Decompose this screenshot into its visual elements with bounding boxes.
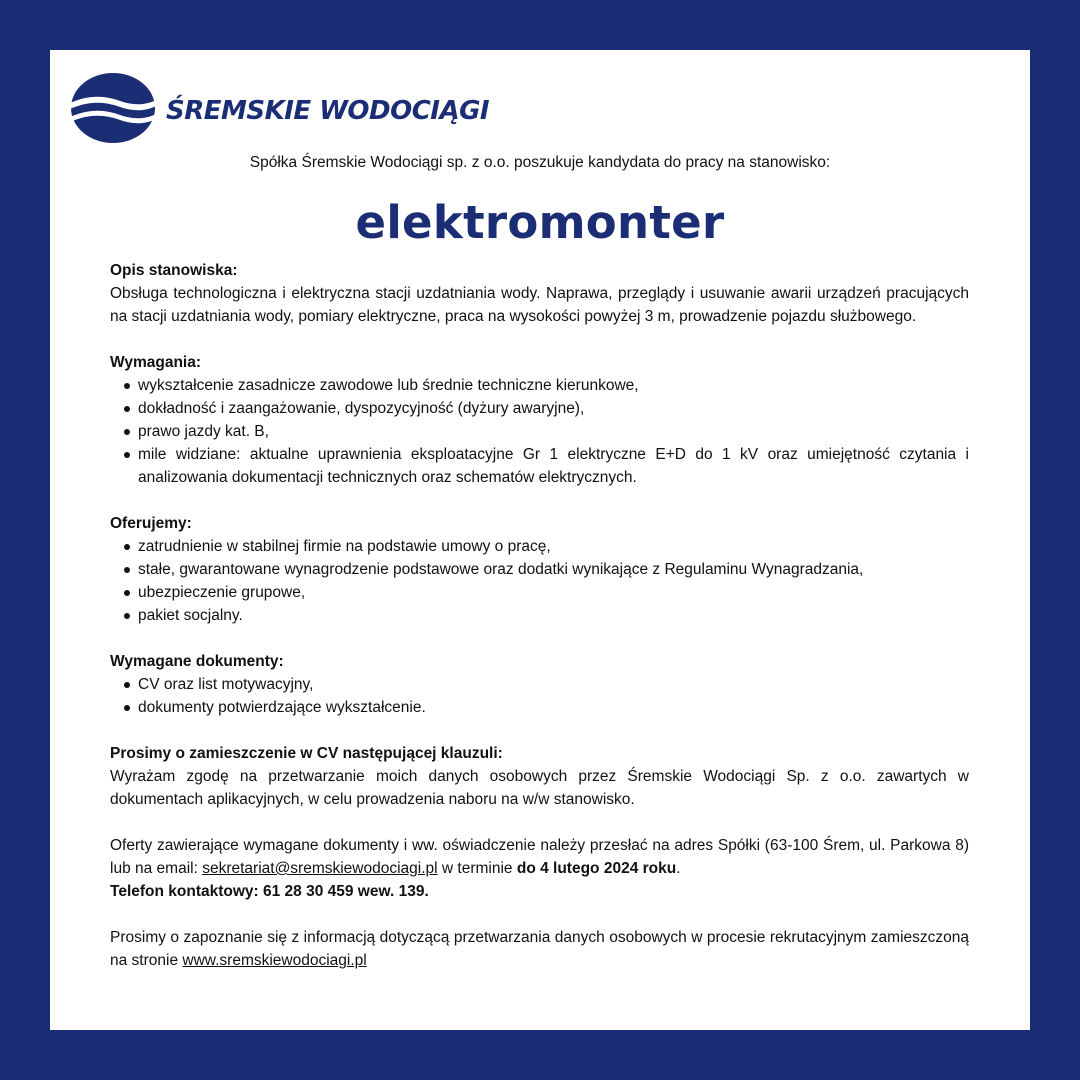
company-name: ŚREMSKIE WODOCIĄGI bbox=[166, 96, 490, 126]
privacy-text bbox=[110, 926, 969, 972]
submission-text bbox=[110, 834, 969, 880]
list-item: dokumenty potwierdzające wykształcenie. bbox=[138, 696, 969, 719]
requirements-heading: Wymagania: bbox=[110, 354, 202, 371]
list-item: mile widziane: aktualne uprawnienia eksploatacyjne Gr 1 elektryczne E+D do 1 kV oraz umiejętność czytania i analizowania dokumentacji technicznych oraz schematów elektrycznych. bbox=[138, 443, 969, 489]
list-item: dokładność i zaangażowanie, dyspozycyjność (dyżury awaryjne), bbox=[138, 397, 969, 420]
list-item: CV oraz list motywacyjny, bbox=[138, 673, 969, 696]
requirements-list bbox=[110, 374, 969, 489]
clause-text: Wyrażam zgodę na przetwarzanie moich danych osobowych przez Śremskie Wodociągi Sp. z o.o. zawartych w dokumentach aplikacyjnych, w celu prowadzenia naboru na w/w stanowisko. bbox=[110, 768, 969, 808]
offer-heading: Oferujemy: bbox=[110, 515, 192, 532]
job-title: elektromonter bbox=[355, 196, 725, 249]
description-text: Obsługa technologiczna i elektryczna stacji uzdatniania wody. Naprawa, przeglądy i usuwanie awarii urządzeń pracujących na stacji uzdatniania wody, pomiary elektryczne, praca na wysokości powyżej 3 m, prowadzenie pojazdu służbowego. bbox=[110, 285, 969, 325]
documents-list bbox=[110, 673, 969, 719]
water-waves-logo-icon bbox=[70, 72, 156, 144]
clause-heading: Prosimy o zamieszczenie w CV następującej klauzuli: bbox=[110, 745, 503, 762]
list-item: pakiet socjalny. bbox=[138, 604, 969, 627]
offer-list bbox=[110, 535, 969, 627]
privacy-text-body: Prosimy o zapoznanie się z informacją dotyczącą przetwarzania danych osobowych w procesie rekrutacyjnym zamieszczoną na stronie bbox=[110, 929, 969, 969]
list-item: stałe, gwarantowane wynagrodzenie podstawowe oraz dodatki wynikające z Regulaminu Wynagradzania, bbox=[138, 558, 969, 581]
description-heading: Opis stanowiska: bbox=[110, 262, 238, 279]
intro-text: Spółka Śremskie Wodociągi sp. z o.o. poszukuje kandydata do pracy na stanowisko: bbox=[249, 154, 831, 171]
email-link[interactable]: sekretariat@sremskiewodociagi.pl bbox=[202, 860, 438, 877]
submission-text-before: Oferty zawierające wymagane dokumenty i ww. oświadczenie należy przesłać na adres Spółki (63-100 Śrem, ul. Parkowa 8) lub na email: bbox=[110, 837, 969, 877]
list-item: zatrudnienie w stabilnej firmie na podstawie umowy o pracę, bbox=[138, 535, 969, 558]
list-item: ubezpieczenie grupowe, bbox=[138, 581, 969, 604]
submission-text-after: . bbox=[676, 860, 681, 877]
list-item: wykształcenie zasadnicze zawodowe lub średnie techniczne kierunkowe, bbox=[138, 374, 969, 397]
contact-phone: Telefon kontaktowy: 61 28 30 459 wew. 139. bbox=[110, 883, 429, 900]
submission-text-middle: w terminie bbox=[437, 860, 517, 877]
website-link[interactable]: www.sremskiewodociagi.pl bbox=[182, 952, 367, 969]
company-logo bbox=[70, 72, 489, 144]
documents-heading: Wymagane dokumenty: bbox=[110, 653, 284, 670]
list-item: prawo jazdy kat. B, bbox=[138, 420, 969, 443]
job-posting-card bbox=[50, 50, 1030, 1030]
posting-content bbox=[110, 259, 969, 972]
deadline: do 4 lutego 2024 roku bbox=[516, 860, 677, 877]
